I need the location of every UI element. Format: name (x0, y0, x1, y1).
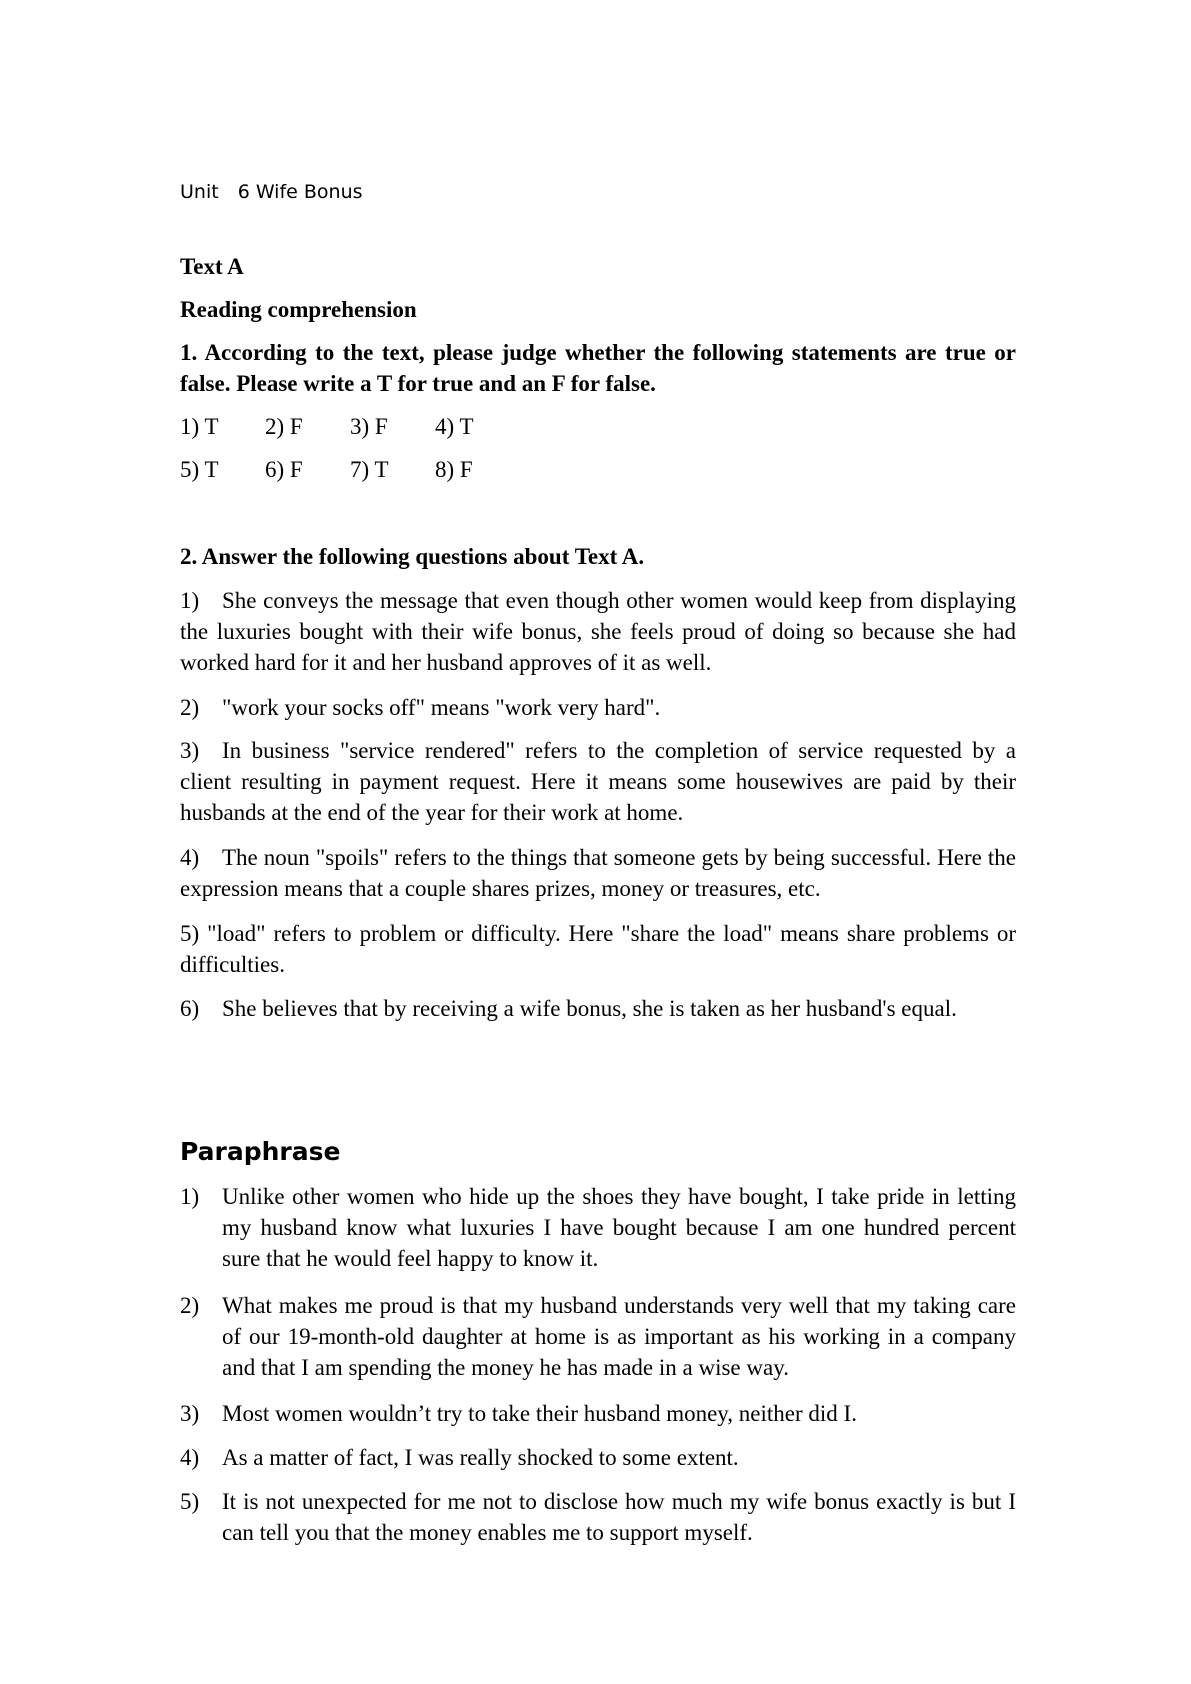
q1-answers-row-2 (180, 454, 1016, 485)
reading-comprehension-heading: Reading comprehension (180, 297, 417, 322)
tf-answer: 1) T (180, 414, 219, 439)
tf-answer: 7) T (350, 457, 389, 482)
q2-instruction: 2. Answer the following questions about Text A. (180, 544, 645, 569)
answer-number: 6) (180, 996, 200, 1021)
tf-answer: 8) F (435, 457, 473, 482)
item-text: As a matter of fact, I was really shocked to some extent. (222, 1445, 739, 1470)
tf-answer: 6) F (265, 457, 303, 482)
item-number: 4) (180, 1445, 200, 1470)
answer-number: 4) (180, 845, 200, 870)
unit-label: Unit (180, 181, 219, 203)
q2-answer-6 (180, 993, 1016, 1024)
answer-number: 3) (180, 738, 200, 763)
q2-answer-1 (180, 585, 1016, 678)
paraphrase-item-3 (180, 1398, 1016, 1429)
tf-answer: 4) T (435, 414, 474, 439)
tf-answer: 2) F (265, 414, 303, 439)
item-number: 1) (180, 1184, 200, 1209)
q2-answer-3 (180, 735, 1016, 828)
tf-answer: 3) F (350, 414, 388, 439)
page-header (180, 180, 363, 204)
q2-answer-4 (180, 842, 1016, 904)
paraphrase-item-5 (180, 1486, 1016, 1548)
paraphrase-heading: Paraphrase (180, 1137, 341, 1166)
unit-title: 6 Wife Bonus (237, 181, 363, 203)
text-a-heading: Text A (180, 254, 244, 279)
item-text: Unlike other women who hide up the shoes they have bought, I take pride in letting my husband know what luxuries I have bought because I am one hundred percent sure that he would feel happy to know it. (222, 1184, 1016, 1271)
q2-answer-2 (180, 692, 1016, 723)
paraphrase-item-2 (180, 1290, 1016, 1383)
answer-text: She conveys the message that even though other women would keep from displaying the luxuries bought with their wife bonus, she feels proud of doing so because she had worked hard for it and her husband approves of it as well. (180, 588, 1016, 675)
answer-number: 5) (180, 921, 200, 946)
paraphrase-item-1 (180, 1181, 1016, 1274)
q1-instruction: 1. According to the text, please judge whether the following statements are true or false. Please write a T for true and an F for false. (180, 340, 1016, 396)
answer-text: "load" refers to problem or difficulty. Here "share the load" means share problems or difficulties. (180, 921, 1017, 977)
item-text: What makes me proud is that my husband understands very well that my taking care of our 19-month-old daughter at home is as important as his working in a company and that I am spending the money he has made in a wise way. (222, 1293, 1016, 1380)
answer-number: 1) (180, 588, 200, 613)
answer-text: In business "service rendered" refers to the completion of service requested by a client resulting in payment request. Here it means some housewives are paid by their husbands at the end of the year for their work at home. (180, 738, 1016, 825)
q1-answers-row-1 (180, 411, 1016, 442)
answer-text: "work your socks off" means "work very hard". (222, 695, 661, 720)
paraphrase-item-4 (180, 1442, 1016, 1473)
answer-text: She believes that by receiving a wife bonus, she is taken as her husband's equal. (222, 996, 957, 1021)
item-text: It is not unexpected for me not to disclose how much my wife bonus exactly is but I can tell you that the money enables me to support myself. (222, 1489, 1016, 1545)
tf-answer: 5) T (180, 457, 219, 482)
answer-number: 2) (180, 695, 200, 720)
q2-answer-5 (180, 918, 1016, 980)
answer-text: The noun "spoils" refers to the things that someone gets by being successful. Here the expression means that a couple shares prizes, money or treasures, etc. (180, 845, 1016, 901)
item-number: 5) (180, 1489, 200, 1514)
item-number: 2) (180, 1293, 200, 1318)
item-text: Most women wouldn’t try to take their husband money, neither did I. (222, 1401, 857, 1426)
item-number: 3) (180, 1401, 200, 1426)
